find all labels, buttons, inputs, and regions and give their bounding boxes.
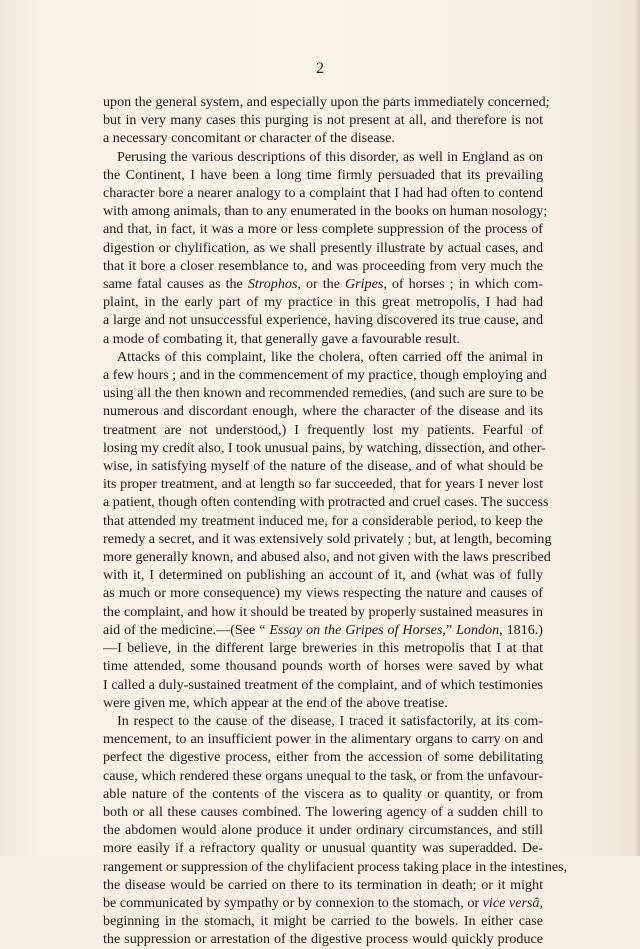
text-run: same fatal causes as the: [103, 276, 248, 293]
text-line: a necessary concomitant or character of the disease.: [103, 130, 395, 147]
text-run: or the: [300, 276, 345, 293]
text-line: Perusing the various descriptions of this disorder, as well in England as on: [117, 148, 543, 165]
text-line: more generally known, and abused also, and not given with the laws prescribed: [103, 549, 551, 566]
text-run: of horses ; in which com-: [386, 276, 543, 293]
text-line: a large and not unsuccessful experience, having discovered its true cause, and: [103, 312, 543, 329]
italic-text: Strophos,: [247, 276, 301, 293]
text-line: the disease would be carried on there to its termination in death; or it might: [103, 876, 543, 893]
body-text: [103, 93, 568, 949]
text-run: be communicated by sympathy or by connexion to the stomach, or: [103, 894, 483, 911]
text-line: both or all these causes combined. The lowering agency of a sudden chill to: [103, 803, 543, 820]
text-line: numerous and discordant enough, where the character of the disease and its: [103, 403, 543, 420]
text-line: were given me, which appear at the end of the above treatise.: [103, 694, 448, 711]
text-line: rangement or suppression of the chylifacient process taking place in the intestines,: [103, 858, 568, 875]
text-line: digestion or chylification, as we shall presently illustrate by actual cases, and: [103, 239, 543, 256]
text-line: as much or more consequence) my views respecting the nature and causes of: [103, 585, 543, 602]
italic-text: vice versâ,: [482, 894, 543, 911]
page-edge-shadow: [634, 0, 640, 856]
text-line: the abdomen would alone produce it under ordinary circumstances, and still: [103, 822, 543, 839]
text-line: a mode of combating it, that generally gave a favourable result.: [103, 330, 460, 347]
text-line: wise, in satisfying myself of the nature of the disease, and of what should be: [103, 458, 543, 475]
text-run: ”: [445, 621, 457, 638]
text-line: a patient, though often contending with protracted and cruel cases. The success: [103, 494, 549, 511]
text-line: the suppression or arrestation of the digestive process would quickly produce: [103, 931, 543, 948]
text-line: and that, in fact, it was a more or less complete suppression of the process of: [103, 221, 543, 238]
italic-text: Gripes,: [344, 276, 387, 293]
text-run: aid of the medicine.—(See “: [103, 621, 270, 638]
text-line: plaint, in the early part of my practice in this great metropolis, I had had: [103, 294, 543, 311]
text-line: perfect the digestive process, either from the accession of some debilitating: [103, 749, 543, 766]
text-line: with among animals, than to any enumerated in the books on human nosology;: [103, 203, 548, 220]
text-line: a few hours ; and in the commencement of my practice, though employing and: [103, 367, 547, 384]
text-line: that attended my treatment induced me, for a considerable period, to keep the: [103, 512, 543, 529]
text-line: able nature of the contents of the viscera as to quality or quantity, or from: [103, 785, 543, 802]
text-line: In respect to the cause of the disease, I traced it satisfactorily, at its com-: [117, 712, 543, 729]
text-line: more easily if a refractory quality or unusual quantity was superadded. De-: [103, 840, 543, 857]
text-line: [103, 621, 543, 639]
text-line: but in very many cases this purging is not present at all, and therefore is not: [103, 112, 543, 129]
text-line: remedy a secret, and it was extensively sold privately ; but, at length, becoming: [103, 530, 552, 547]
text-line: I called a duly-sustained treatment of the complaint, and of which testimonies: [103, 676, 543, 693]
text-line: the Continent, I have been a long time firmly persuaded that its prevailing: [103, 166, 543, 183]
text-line: cause, which rendered these organs unequal to the task, or from the unfavour-: [103, 767, 543, 784]
text-line: upon the general system, and especially upon the parts immediately concerned;: [103, 94, 550, 110]
italic-text: Essay on the Gripes of Horses,: [269, 621, 446, 638]
page-number: 2: [316, 60, 324, 77]
italic-text: London,: [456, 621, 503, 638]
text-line: [103, 894, 543, 912]
text-line: the complaint, and how it should be treated by properly sustained measures in: [103, 603, 543, 620]
text-line: [103, 275, 543, 293]
text-line: treatment are not understood,) I frequently lost my patients. Fearful of: [103, 421, 543, 438]
text-line: with it, I determined on publishing an account of it, and (what was of fully: [103, 567, 543, 584]
text-line: character bore a nearer analogy to a complaint that I had had often to contend: [103, 185, 543, 202]
text-line: its proper treatment, and at length so far succeeded, that for years I never lost: [103, 476, 543, 493]
text-line: that it bore a closer resemblance to, and was proceeding from very much the: [103, 257, 543, 274]
text-line: Attacks of this complaint, like the cholera, often carried off the animal in: [117, 348, 543, 365]
text-line: mencement, to an insufficient power in the alimentary organs to carry on and: [103, 731, 543, 748]
text-line: using all the then known and recommended remedies, (and such are sure to be: [103, 385, 544, 402]
text-line: —I believe, in the different large breweries in this metropolis that I at that: [103, 640, 543, 657]
text-run: 1816.): [502, 621, 543, 638]
text-line: losing my credit also, I took unusual pains, by watching, dissection, and other-: [103, 439, 546, 456]
text-line: beginning in the stomach, it might be carried to the bowels. In either case: [103, 913, 543, 930]
text-line: time attended, some thousand pounds worth of horses were saved by what: [103, 658, 543, 675]
